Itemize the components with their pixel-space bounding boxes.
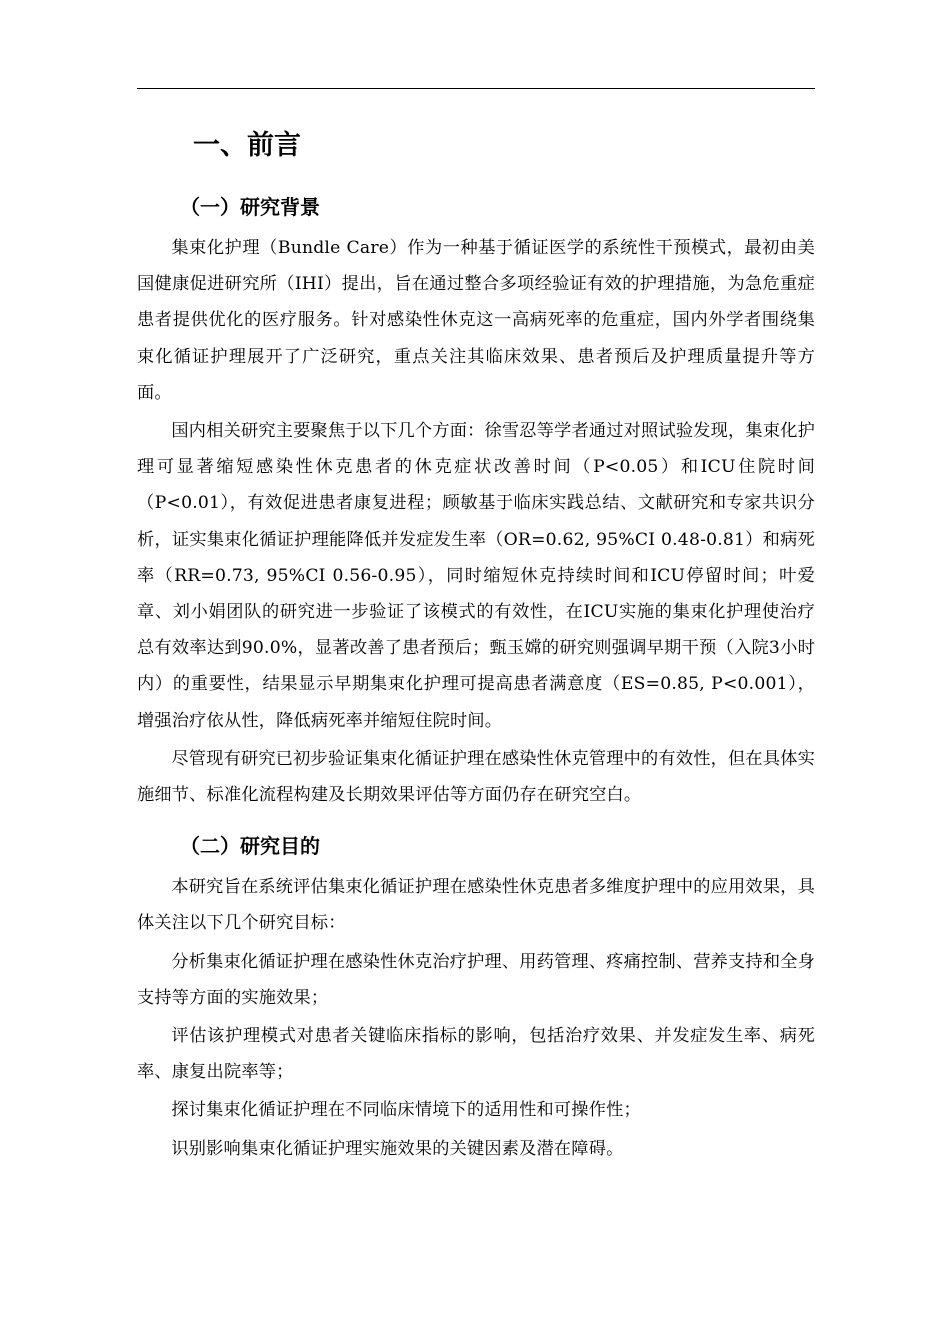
paragraph: 探讨集束化循证护理在不同临床情境下的适用性和可操作性； (171, 1100, 641, 1121)
paragraph: 识别影响集束化循证护理实施效果的关键因素及潜在障碍。 (171, 1138, 624, 1159)
chapter-heading: 一、前言 (193, 130, 301, 161)
paragraph: 评估该护理模式对患者关键临床指标的影响，包括治疗效果、并发症发生率、病死率、康复出院率等； (137, 1026, 815, 1083)
section-background (137, 184, 815, 813)
section-title-objectives: （二）研究目的 (180, 834, 320, 859)
paragraph: 集束化护理（Bundle Care）作为一种基于循证医学的系统性干预模式，最初由美国健康促进研究所（IHI）提出，旨在通过整合多项经验证有效的护理措施，为急危重症患者提供优化的医疗服务。针对感染性休克这一高病死率的危重症，国内外学者围绕集束化循证护理展开了广泛研究，重点关注其临床效果、患者预后及护理质量提升等方面。 (137, 238, 815, 403)
paragraph: 分析集束化循证护理在感染性休克治疗护理、用药管理、疼痛控制、营养支持和全身支持等方面的实施效果； (137, 951, 815, 1008)
paragraph: 本研究旨在系统评估集束化循证护理在感染性休克患者多维度护理中的应用效果，具体关注以下几个研究目标： (137, 877, 815, 934)
section-title-background: （一）研究背景 (180, 195, 320, 219)
section-objectives (137, 823, 815, 1167)
document-body (137, 118, 815, 1169)
paragraph: 尽管现有研究已初步验证集束化循证护理在感染性休克管理中的有效性，但在具体实施细节、标准化流程构建及长期效果评估等方面仍存在研究空白。 (137, 748, 815, 806)
paragraph: 国内相关研究主要聚焦于以下几个方面：徐雪忍等学者通过对照试验发现，集束化护理可显著缩短感染性休克患者的休克症状改善时间（P<0.05）和ICU住院时间（P<0.01），有效促进患者康复进程；顾敏基于临床实践总结、文献研究和专家共识分析，证实集束化循证护理能降低并发症发生率（OR=0.62, 95%CI 0.48-0.81）和病死率（RR=0.73, 95%CI 0.56-0.95），同时缩短休克持续时间和ICU停留时间；叶爱章、刘小娟团队的研究进一步验证了该模式的有效性，在ICU实施的集束化护理使治疗总有效率达到90.0%，显著改善了患者预后；甄玉嫦的研究则强调早期干预（入院3小时内）的重要性，结果显示早期集束化护理可提高患者满意度（ES=0.85, P<0.001），增强治疗依从性，降低病死率并缩短住院时间。 (137, 421, 815, 731)
header-rule (137, 88, 815, 89)
